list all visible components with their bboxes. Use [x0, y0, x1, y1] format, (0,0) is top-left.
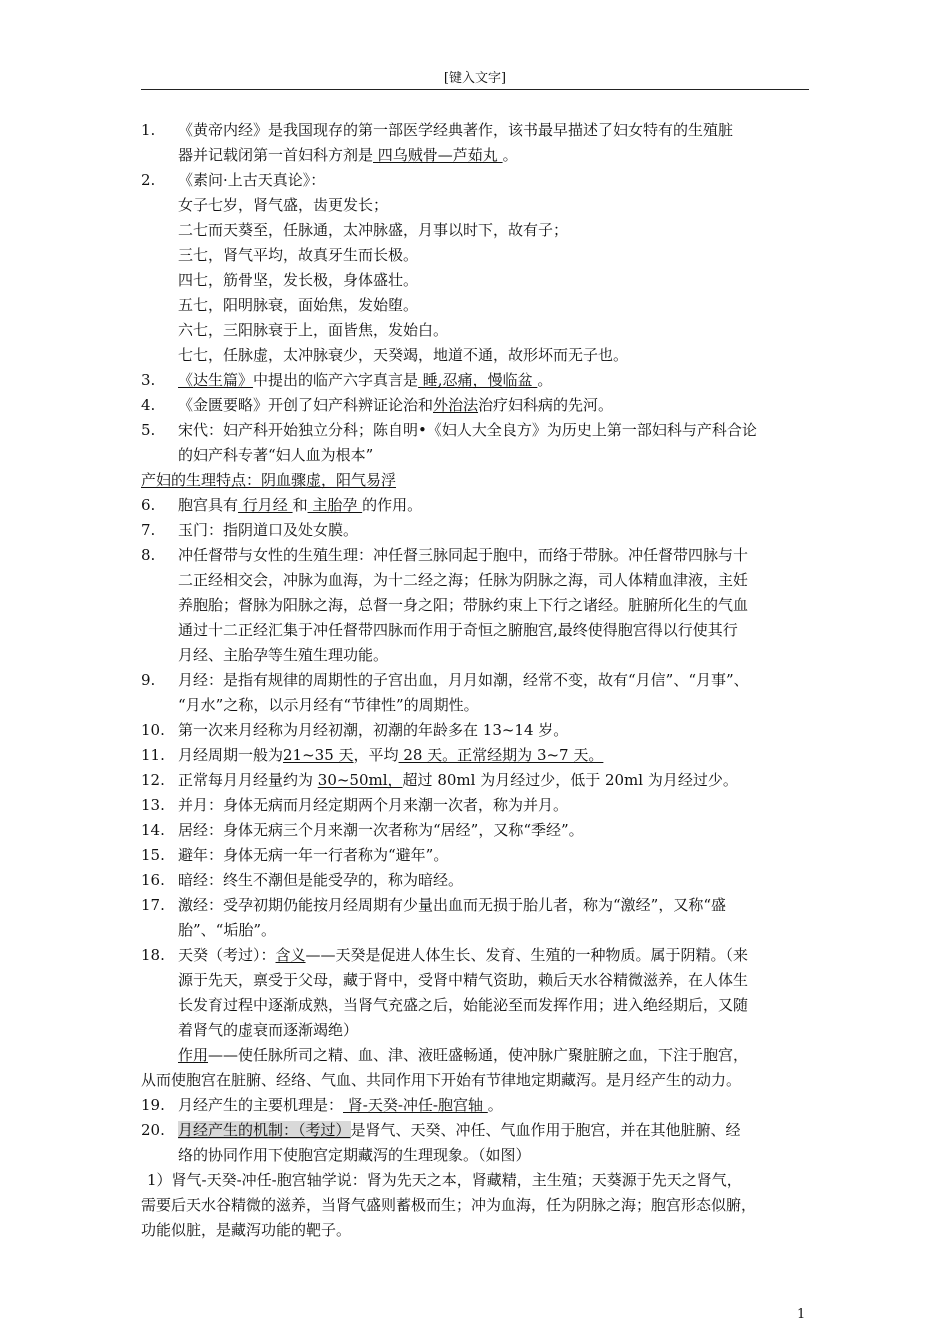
text-run: 六七，三阳脉衰于上，面皆焦，发始白。: [178, 321, 449, 339]
text-line: [178, 793, 811, 818]
text-line: [178, 943, 811, 968]
text-line: [178, 318, 811, 343]
list-item-10: [141, 718, 811, 743]
text-run: ——使任脉所司之精、血、津、液旺盛畅通，使冲脉广聚脏腑之血，下注于胞宫，: [208, 1046, 749, 1064]
text-run: 宋代：妇产科开始独立分科；陈自明•《妇人大全良方》为历史上第一部妇科与产科合论: [178, 421, 757, 439]
text-run: 第一次来月经称为月经初潮，初潮的年龄多在 13~14 岁。: [178, 721, 569, 739]
text-line: [178, 868, 811, 893]
underlined-text: 主胎孕: [307, 496, 363, 514]
text-run: 。: [487, 1096, 503, 1114]
list-item-2: [141, 168, 811, 368]
text-run: 长发育过程中逐渐成熟，当肾气充盛之后，始能泌至而发挥作用；进入绝经期后，又随: [178, 996, 749, 1014]
text-line: [178, 743, 811, 768]
list-item-number: 16.: [141, 871, 165, 889]
text-line: [178, 343, 811, 368]
list-item-4: [141, 393, 811, 418]
text-line: [178, 968, 811, 993]
text-run: 《黄帝内经》是我国现存的第一部医学经典著作，该书最早描述了妇女特有的生殖脏: [178, 121, 734, 139]
underlined-text: 28 天。正常经期为 3~7 天。: [398, 746, 604, 764]
page-header: [键入文字]: [443, 71, 507, 86]
text-line: [141, 1068, 811, 1093]
text-run: 通过十二正经汇集于冲任督带四脉而作用于奇恒之腑胞宫,最终使得胞宫得以行使其行: [178, 621, 738, 639]
text-line: [178, 893, 811, 918]
text-run: 胎”、“垢胎”。: [178, 921, 277, 939]
text-line: [178, 1093, 811, 1118]
text-run: 七七，任脉虚，太冲脉衰少，天癸竭，地道不通，故形坏而无子也。: [178, 346, 629, 364]
list-item-number: 3.: [141, 371, 156, 389]
list-item-5: [141, 418, 811, 468]
text-line: [178, 1018, 811, 1043]
underlined-text: 21~35 天: [283, 746, 354, 764]
underlined-text: 作用: [178, 1046, 209, 1064]
list-item-number: 19.: [141, 1096, 165, 1114]
text-run: 着肾气的虚衰而逐渐竭绝）: [178, 1021, 359, 1039]
text-line: [178, 843, 811, 868]
text-run: 暗经：终生不潮但是能受孕的，称为暗经。: [178, 871, 464, 889]
list-item-number: 1.: [141, 121, 156, 139]
text-run: 《素问·上古天真论》：: [178, 171, 326, 189]
text-run: 居经：身体无病三个月来潮一次者称为“居经”，又称“季经”。: [178, 821, 584, 839]
text-line: [178, 418, 811, 443]
list-item-number: 13.: [141, 796, 165, 814]
text-run: 《金匮要略》开创了妇产科辨证论治和: [178, 396, 434, 414]
list-item-3: [141, 368, 811, 393]
text-run: 冲任督带与女性的生殖生理：冲任督三脉同起于胞中，而络于带脉。冲任督带四脉与十: [178, 546, 749, 564]
list-item-number: 2.: [141, 171, 156, 189]
text-line: [178, 293, 811, 318]
paragraph: [141, 1043, 811, 1068]
list-item-17: [141, 893, 811, 943]
text-run: 正常每月月经量约为: [178, 771, 318, 789]
list-item-number: 6.: [141, 496, 156, 514]
text-run: 五七，阳明脉衰，面始焦，发始堕。: [178, 296, 419, 314]
text-run: 超过 80ml 为月经过少，低于 20ml 为月经过少。: [402, 771, 738, 789]
list-item-number: 8.: [141, 546, 156, 564]
text-run: 。: [502, 146, 518, 164]
list-item-number: 7.: [141, 521, 156, 539]
text-run: 二七而天葵至，任脉通，太冲脉盛，月事以时下，故有子；: [178, 221, 569, 239]
list-item-number: 15.: [141, 846, 165, 864]
list-item-8: [141, 543, 811, 668]
text-line: [141, 1193, 811, 1218]
text-run: 从而使胞宫在脏腑、经络、气血、共同作用下开始有节律地定期藏泻。是月经产生的动力。: [141, 1071, 742, 1089]
text-line: [141, 1218, 811, 1243]
text-run: 治疗妇科病的先河。: [478, 396, 614, 414]
text-run: ，平均: [353, 746, 399, 764]
text-line: [178, 693, 811, 718]
text-run: 玉门：指阴道口及处女膜。: [178, 521, 359, 539]
list-item-number: 4.: [141, 396, 156, 414]
text-run: 并月：身体无病而月经定期两个月来潮一次者，称为并月。: [178, 796, 569, 814]
text-run: 月经产生的主要机理是：: [178, 1096, 344, 1114]
list-item-13: [141, 793, 811, 818]
text-run: 月经、主胎孕等生殖生理功能。: [178, 646, 389, 664]
text-line: [178, 168, 811, 193]
text-line: [178, 443, 811, 468]
list-item-number: 5.: [141, 421, 156, 439]
text-line: [178, 593, 811, 618]
list-item-14: [141, 818, 811, 843]
list-item-number: 17.: [141, 896, 165, 914]
text-run: 胞宫具有: [178, 496, 239, 514]
list-item-12: [141, 768, 811, 793]
text-run: “月水”之称，以示月经有“节律性”的周期性。: [178, 696, 479, 714]
text-run: 1）肾气-天癸-冲任-胞宫轴学说：肾为先天之本，肾藏精，主生殖；天葵源于先天之肾气，: [147, 1171, 742, 1189]
text-run: 功能似脏，是藏泻功能的靶子。: [141, 1221, 352, 1239]
list-item-6: [141, 493, 811, 518]
list-item-number: 12.: [141, 771, 165, 789]
paragraph: [141, 468, 811, 493]
list-item-9: [141, 668, 811, 718]
text-run: 养胞胎；督脉为阳脉之海，总督一身之阳；带脉约束上下行之诸经。脏腑所化生的气血: [178, 596, 749, 614]
header-divider: [141, 89, 809, 90]
list-item-number: 14.: [141, 821, 165, 839]
text-line: [178, 518, 811, 543]
list-item-7: [141, 518, 811, 543]
text-line: [178, 143, 811, 168]
text-line: [178, 268, 811, 293]
paragraph: [141, 1193, 811, 1243]
text-line: [178, 668, 811, 693]
underlined-text: 含义: [275, 946, 306, 964]
text-line: [178, 218, 811, 243]
text-line: [178, 818, 811, 843]
text-run: 月经周期一般为: [178, 746, 284, 764]
text-line: [141, 468, 811, 493]
list-item-20: [141, 1118, 811, 1168]
underlined-text: 肾-天癸-冲任-胞宫轴: [343, 1096, 488, 1114]
text-run: 激经：受孕初期仍能按月经周期有少量出血而无损于胎儿者，称为“激经”，又称“盛: [178, 896, 727, 914]
text-run: 避年：身体无病一年一行者称为“避年”。: [178, 846, 449, 864]
text-run: 女子七岁，肾气盛，齿更发长；: [178, 196, 389, 214]
text-run: 四七，筋骨坚，发长极，身体盛壮。: [178, 271, 419, 289]
list-item-number: 10.: [141, 721, 165, 739]
underlined-text: 月经产生的机制：（考过）: [178, 1121, 351, 1139]
list-item-1: [141, 118, 811, 168]
text-line: [178, 193, 811, 218]
text-line: [178, 718, 811, 743]
underlined-text: 外治法: [433, 396, 479, 414]
document-body: [141, 118, 811, 1243]
text-run: 。: [537, 371, 553, 389]
text-line: [178, 568, 811, 593]
text-run: 二正经相交会，冲脉为血海，为十二经之海；任脉为阴脉之海，司人体精血津液，主妊: [178, 571, 749, 589]
text-run: 三七，肾气平均，故真牙生而长极。: [178, 246, 419, 264]
text-line: [178, 368, 811, 393]
text-run: 的作用。: [362, 496, 423, 514]
text-line: [178, 393, 811, 418]
text-line: [178, 918, 811, 943]
list-item-16: [141, 868, 811, 893]
text-run: 是肾气、天癸、冲任、气血作用于胞宫，并在其他脏腑、经: [350, 1121, 741, 1139]
text-run: 天癸（考过）：: [178, 946, 276, 964]
text-run: 中提出的临产六字真言是: [253, 371, 419, 389]
text-run: 器并记载闭第一首妇科方剂是: [178, 146, 374, 164]
list-item-15: [141, 843, 811, 868]
underlined-text: 行月经: [238, 496, 293, 514]
list-item-18: [141, 943, 811, 1043]
text-run: 源于先天，禀受于父母，藏于肾中，受肾中精气资助，赖后天水谷精微滋养，在人体生: [178, 971, 749, 989]
text-line: [147, 1168, 811, 1193]
list-item-number: 11.: [141, 746, 165, 764]
list-item-11: [141, 743, 811, 768]
text-line: [178, 1143, 811, 1168]
underlined-text: 30~50ml，: [317, 771, 403, 789]
text-line: [178, 243, 811, 268]
text-line: [178, 1043, 811, 1068]
page-number: 1: [797, 1307, 806, 1322]
paragraph: [141, 1168, 811, 1193]
text-run: 月经：是指有规律的周期性的子宫出血，月月如潮，经常不变，故有“月信”、“月事”、: [178, 671, 749, 689]
underlined-text: 《达生篇》: [178, 371, 254, 389]
underlined-text: 睡,忍痛，慢临盆: [418, 371, 538, 389]
text-line: [178, 1118, 811, 1143]
text-run: 络的协同作用下使胞宫定期藏泻的生理现象。（如图）: [178, 1146, 531, 1164]
list-item-19: [141, 1093, 811, 1118]
list-item-number: 20.: [141, 1121, 165, 1139]
text-line: [178, 493, 811, 518]
text-run: ——天癸是促进人体生长、发育、生殖的一种物质。属于阴精。（来: [305, 946, 749, 964]
text-run: 需要后天水谷精微的滋养，当肾气盛则蓄极而生；冲为血海，任为阴脉之海；胞宫形态似腑，: [141, 1196, 757, 1214]
paragraph: [141, 1068, 811, 1093]
text-run: 的妇产科专著“妇人血为根本”: [178, 446, 374, 464]
list-item-number: 18.: [141, 946, 165, 964]
underlined-text: 四乌贼骨—芦茹丸: [373, 146, 503, 164]
text-line: [178, 543, 811, 568]
text-line: [178, 618, 811, 643]
text-run: 和: [292, 496, 308, 514]
text-line: [178, 993, 811, 1018]
text-line: [178, 643, 811, 668]
list-item-number: 9.: [141, 671, 156, 689]
underlined-text: 产妇的生理特点：阴血骤虚，阳气易浮: [141, 471, 397, 489]
text-line: [178, 768, 811, 793]
text-line: [178, 118, 811, 143]
